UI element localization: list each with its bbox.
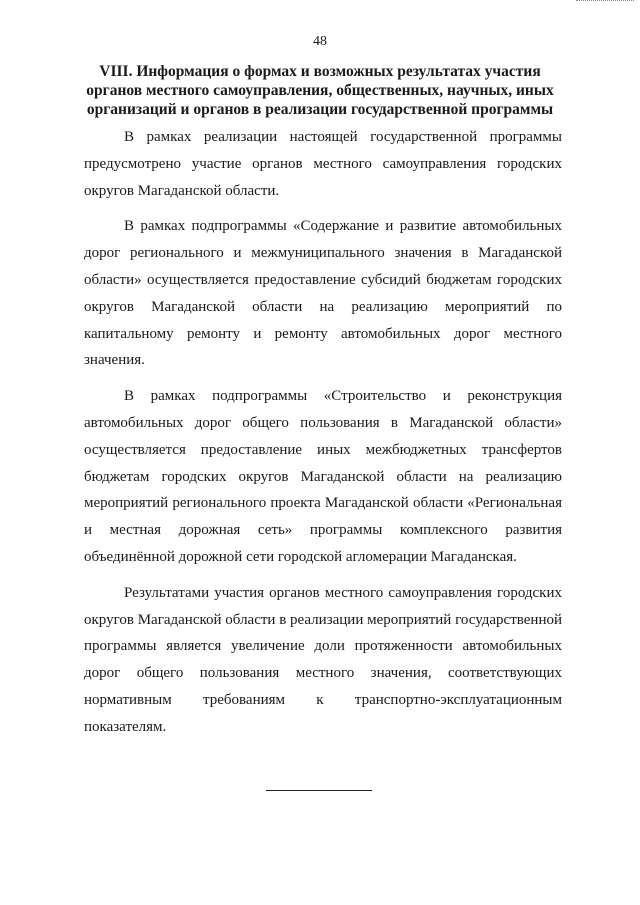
paragraph: В рамках реализации настоящей государственной программы предусмотрено участие органов местного самоуправления городских округов Магаданской области. <box>84 129 562 199</box>
scan-corner-mark <box>576 0 634 4</box>
paragraph: В рамках подпрограммы «Содержание и развитие автомобильных дорог регионального и межмуниципального значения в Магаданской области» осуществляется предоставление субсидий бюджетам городских округов Магаданской области на реализацию мероприятий по капитальному ремонту и ремонту автомобильных дорог местного значения. <box>84 218 562 369</box>
page-number: 48 <box>313 34 327 49</box>
paragraph: Результатами участия органов местного самоуправления городских округов Магаданской области в реализации мероприятий государственной программы является увеличение доли протяженности автомобильных дорог общего пользования местного значения, соответствующих нормативным требованиям к транспортно-эксплуатационным показателям. <box>84 584 562 735</box>
section-heading: VIII. Информация о формах и возможных результатах участия органов местного самоуправления, общественных, научных, иных организаций и органов в реализации государственной программы <box>86 63 554 118</box>
end-separator-line <box>266 790 372 791</box>
body-text <box>84 124 562 750</box>
paragraph: В рамках подпрограммы «Строительство и реконструкция автомобильных дорог общего пользования в Магаданской области» осуществляется предоставление иных межбюджетных трансфертов бюджетам городских округов Магаданской области на реализацию мероприятий регионального проекта Магаданской области «Региональная и местная дорожная сеть» программы комплексного развития объединённой дорожной сети городской агломерации Магаданская. <box>84 388 562 565</box>
